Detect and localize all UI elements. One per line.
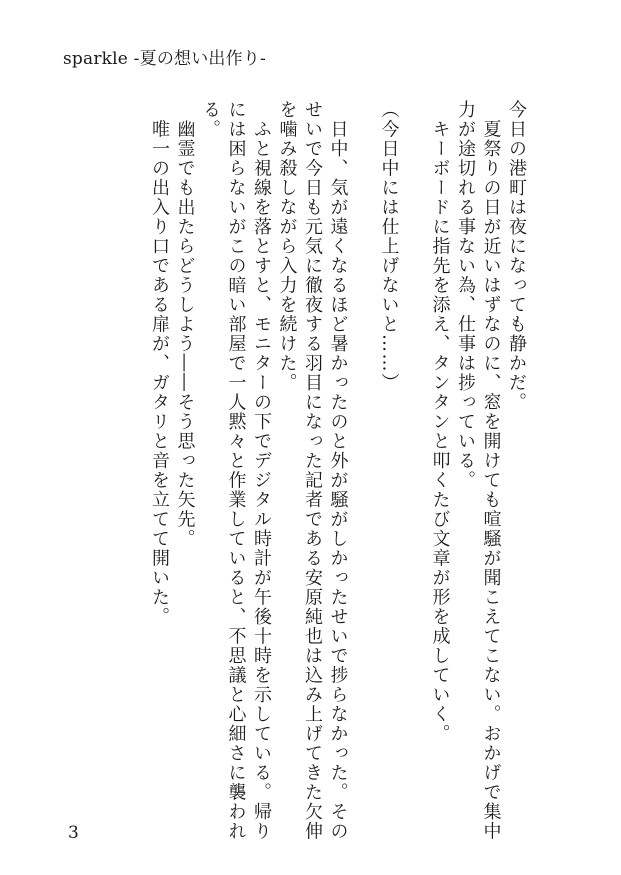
blank-line	[402, 100, 428, 815]
text-line: には困らないがこの暗い部屋で一人黙々と作業していると、不思議と心細さに襲われ	[225, 100, 247, 841]
blank-line	[351, 100, 377, 815]
text-line: 日中、気が遠くなるほど暑かったのと外が騒がしかったせいで捗らなかった。その	[327, 100, 349, 841]
text-line: 唯一の出入り口である扉が、ガタリと音を立てて開いた。	[149, 100, 170, 627]
page-number: 3	[68, 823, 79, 843]
text-line: キーボードに指先を添え、タンタンと叩くたび文章が形を成していく。	[429, 100, 451, 744]
text-line: 今日の港町は夜になっても静かだ。	[506, 100, 527, 412]
text-line: ふと視線を落とすと、モニターの下でデジタル時計が午後十時を示している。帰り	[251, 100, 272, 841]
page-header-title: sparkle -夏の想い出作り-	[63, 49, 266, 69]
text-line: を噛み殺しながら入力を続けた。	[276, 100, 298, 393]
text-line: る。	[200, 100, 221, 139]
text-line: せいで今日も元気に徹夜する羽目になった記者である安原純也は込み上げてきた欠伸	[302, 100, 323, 841]
text-line: 幽霊でも出たらどうしよう――そう思った矢先。	[174, 100, 196, 549]
text-line: 夏祭りの日が近いはずなのに、窓を開けても喧騒が聞こえてこない。おかげで集中	[480, 100, 502, 841]
text-line: 力が途切れる事ない為、仕事は捗っている。	[455, 100, 476, 490]
vertical-body-text	[147, 100, 530, 841]
text-line: （今日中には仕上げないと……）	[378, 100, 400, 393]
